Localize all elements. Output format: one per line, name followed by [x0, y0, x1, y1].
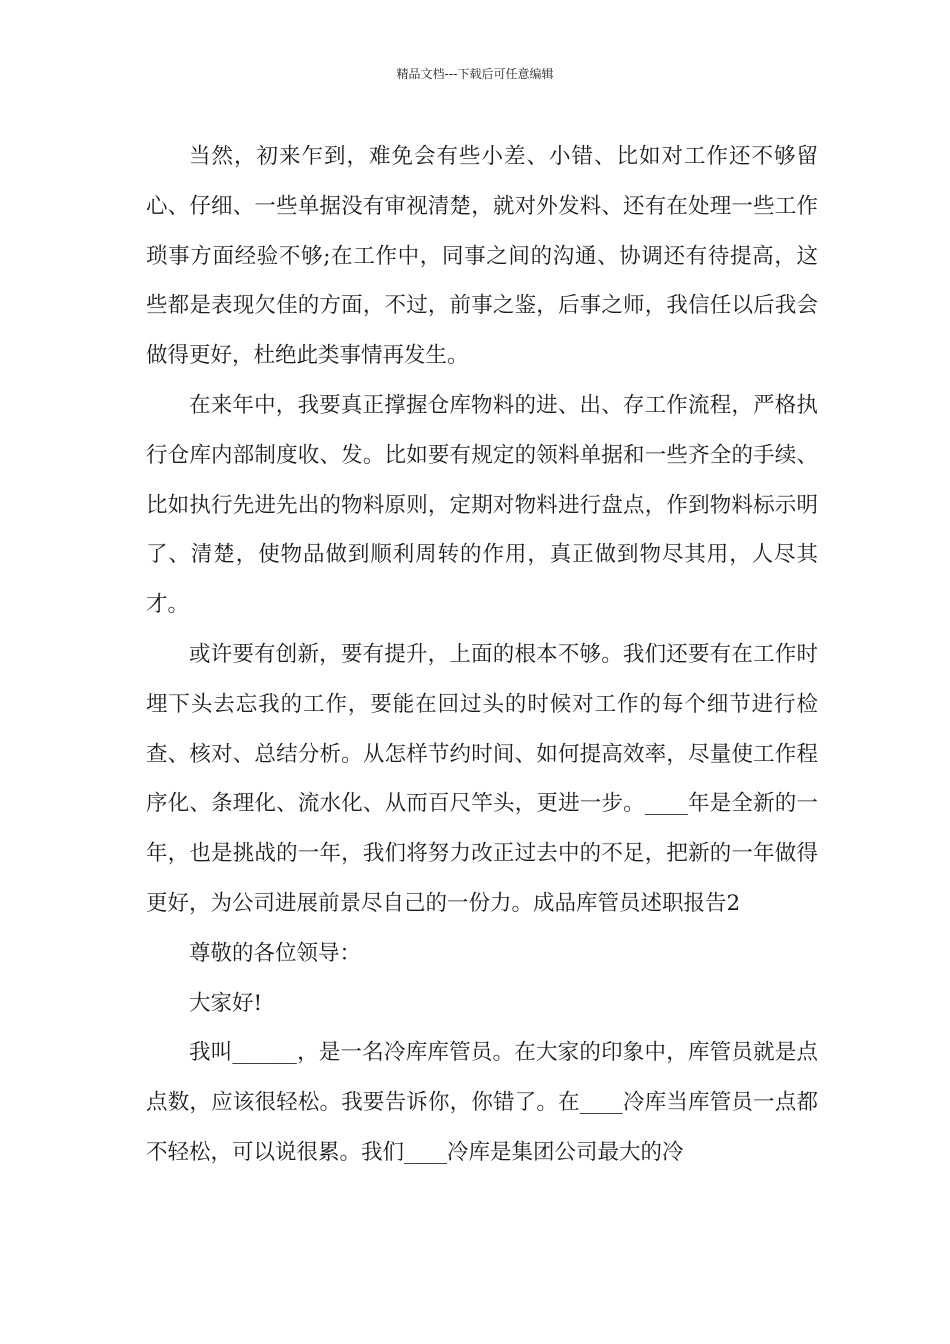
page-header: 精品文档---下载后可任意编辑 [396, 67, 554, 81]
paragraph-salutation: 尊敬的各位领导： [189, 940, 362, 966]
paragraph-intro: 我叫______，是一名冷库库管员。在大家的印象中，库管员就是点点数，应该很轻松。我要告诉你，你错了。在____冷库当库管员一点都不轻松，可以说很累。我们____冷库是集团公司最大的冷 [146, 1040, 818, 1165]
paragraph-1: 当然，初来乍到，难免会有些小差、小错、比如对工作还不够留心、仔细、一些单据没有审视清楚，就对外发料、还有在处理一些工作琐事方面经验不够;在工作中，同事之间的沟通、协调还有待提高，这些都是表现欠佳的方面，不过，前事之鉴，后事之师，我信任以后我会做得更好，杜绝此类事情再发生。 [146, 144, 818, 369]
paragraph-3: 或许要有创新，要有提升，上面的根本不够。我们还要有在工作时埋下头去忘我的工作，要能在回过头的时候对工作的每个细节进行检查、核对、总结分析。从怎样节约时间、如何提高效率，尽量使工作程序化、条理化、流水化、从而百尺竿头，更进一步。____年是全新的一年，也是挑战的一年，我们将努力改正过去中的不足，把新的一年做得更好，为公司进展前景尽自己的一份力。成品库管员述职报告2 [146, 641, 818, 916]
paragraph-2: 在来年中，我要真正撑握仓库物料的进、出、存工作流程，严格执行仓库内部制度收、发。比如要有规定的领料单据和一些齐全的手续、比如执行先进先出的物料原则，定期对物料进行盘点，作到物料标示明了、清楚，使物品做到顺利周转的作用，真正做到物尽其用，人尽其才。 [146, 392, 818, 618]
paragraph-greeting: 大家好! [189, 990, 263, 1016]
document-body [146, 132, 818, 1178]
